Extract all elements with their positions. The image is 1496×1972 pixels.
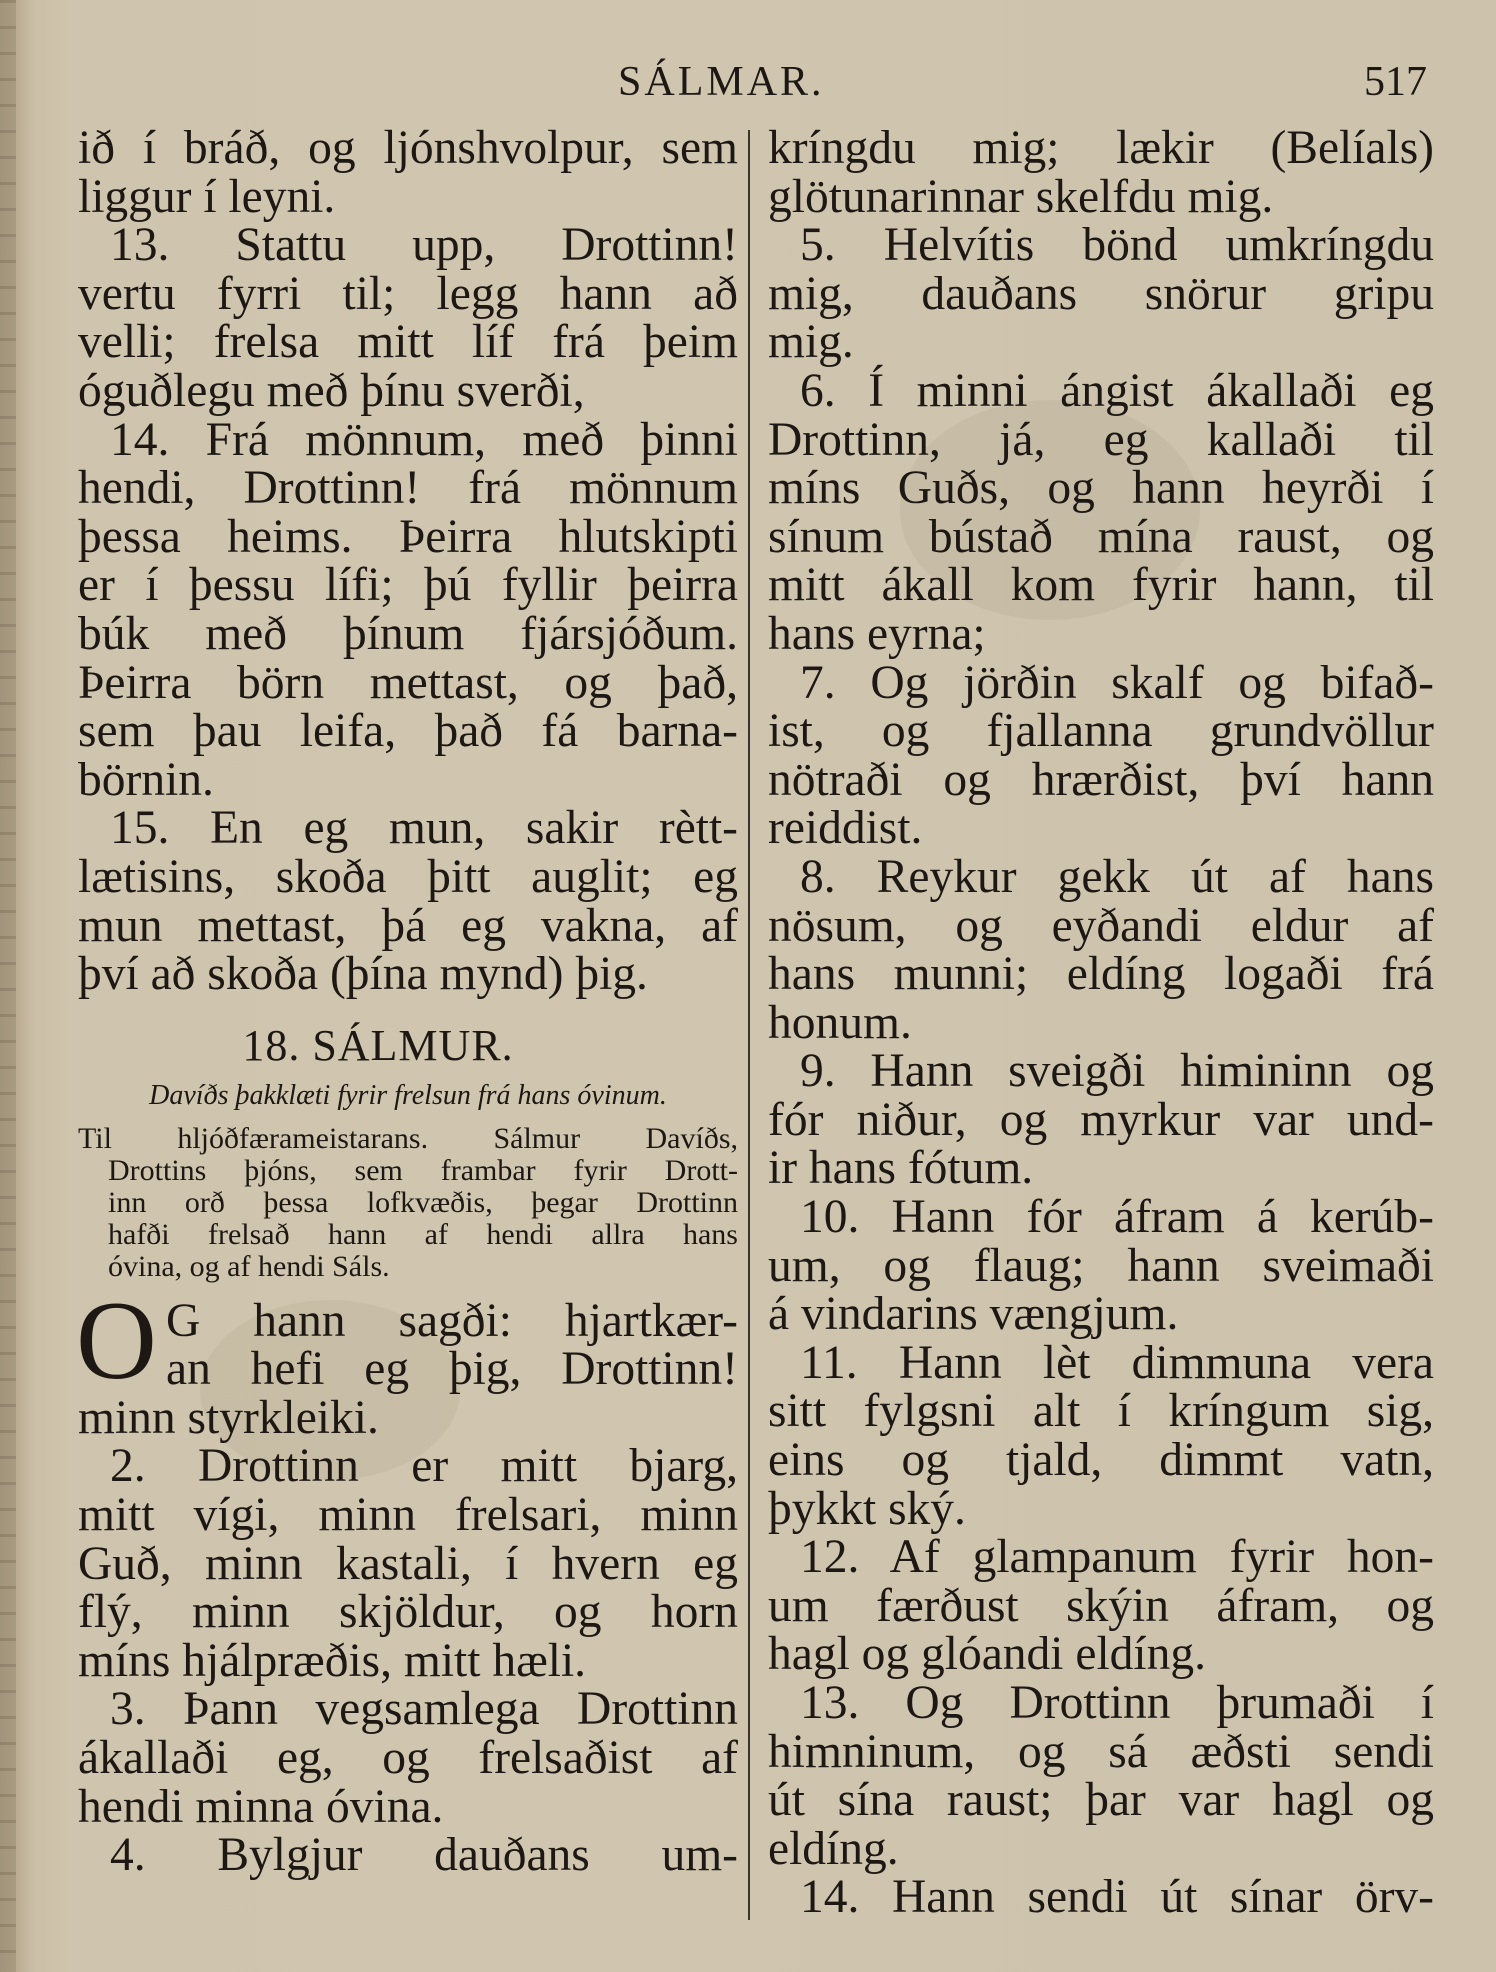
text-line: reiddist.: [768, 802, 923, 855]
text-line: þykkt ský.: [768, 1482, 966, 1535]
text-line: nötraði og hrærðist, því hann: [768, 753, 1434, 806]
text-line: ir hans fótum.: [768, 1142, 1034, 1195]
superscription-line: Drottins þjóns, sem frambar fyrir Drott-: [108, 1153, 738, 1187]
text-line: Þeirra börn mettast, og það,: [78, 656, 738, 709]
verse-line: 15. En eg mun, sakir rètt-: [110, 802, 738, 855]
verse-line: 13. Og Drottinn þrumaði í: [800, 1677, 1434, 1729]
text-line: eldíng.: [768, 1822, 899, 1875]
text-line: út sína raust; þar var hagl og: [768, 1774, 1434, 1827]
verse-line: 4. Bylgjur dauðans um-: [110, 1829, 738, 1882]
left-column: [78, 124, 738, 1880]
text-line: eins og tjald, dimmt vatn,: [768, 1434, 1434, 1487]
text-line: mun mettast, þá eg vakna, af: [78, 899, 738, 952]
text-line: hagl og glóandi eldíng.: [768, 1628, 1206, 1681]
text-line: er í þessu lífi; þú fyllir þeirra: [78, 559, 738, 612]
text-line: mig, dauðans snörur gripu: [768, 267, 1434, 320]
text-line: vertu fyrri til; legg hann að: [78, 267, 738, 320]
superscription-line: inn orð þessa lofkvæðis, þegar Drottinn: [108, 1185, 738, 1219]
superscription-line: Til hljóðfærameistarans. Sálmur Davíðs,: [78, 1121, 738, 1155]
text-line: hans eyrna;: [768, 607, 986, 660]
text-line: óguðlegu með þínu sverði,: [78, 364, 585, 417]
text-line: ist, og fjallanna grundvöllur: [768, 705, 1434, 758]
column-divider: [748, 130, 750, 1920]
page-number: 517: [1364, 59, 1427, 105]
text-line: glötunarinnar skelfdu mig.: [768, 170, 1274, 223]
text-line: hendi, Drottinn! frá mönnum: [78, 462, 738, 515]
text-line: míns Guðs, og hann heyrði í: [768, 462, 1434, 515]
text-line: á vindarins vængjum.: [768, 1288, 1179, 1341]
verse-line: 9. Hann sveigði himininn og: [800, 1045, 1434, 1098]
verse-line: 5. Helvítis bönd umkríngdu: [800, 219, 1434, 272]
right-column: [768, 124, 1434, 1922]
verse-line: 14. Hann sendi út sínar örv-: [800, 1871, 1434, 1924]
text-line: mitt ákall kom fyrir hann, til: [768, 559, 1434, 612]
text-line: flý, minn skjöldur, og horn: [78, 1586, 738, 1639]
text-line: um færðust skýin áfram, og: [768, 1579, 1434, 1632]
text-line: minn styrkleiki.: [78, 1391, 379, 1444]
text-line: kríngdu mig; lækir (Belíals): [768, 122, 1434, 174]
verse-line: 10. Hann fór áfram á kerúb-: [800, 1191, 1434, 1244]
text-line: lætisins, skoða þitt auglit; eg: [78, 850, 738, 903]
text-line: mitt vígi, minn frelsari, minn: [78, 1489, 738, 1542]
text-line: míns hjálpræðis, mitt hæli.: [78, 1634, 587, 1687]
verse-line: 13. Stattu upp, Drottinn!: [110, 219, 738, 272]
text-line: liggur í leyni.: [78, 170, 336, 223]
drop-cap: O: [76, 1278, 157, 1403]
verse-line: 12. Af glampanum fyrir hon-: [800, 1531, 1434, 1584]
opening-verse: [76, 1278, 738, 1403]
text-line: búk með þínum fjársjóðum.: [78, 607, 738, 660]
verse-line: 6. Í minni ángist ákallaði eg: [800, 364, 1434, 417]
text-line: velli; frelsa mitt líf frá þeim: [78, 316, 738, 369]
verse-line: 8. Reykur gekk út af hans: [800, 850, 1434, 903]
text-line: ið í bráð, og ljónshvolpur, sem: [78, 122, 738, 174]
text-line: mig.: [768, 316, 854, 369]
text-line: himninum, og sá æðsti sendi: [768, 1725, 1434, 1778]
text-line: nösum, og eyðandi eldur af: [768, 899, 1434, 952]
verse-line: 3. Þann vegsamlega Drottinn: [110, 1683, 738, 1736]
text-line: ákallaði eg, og frelsaðist af: [78, 1732, 738, 1785]
text-line: börnin.: [78, 753, 214, 806]
text-line: þessa heims. Þeirra hlutskipti: [78, 510, 738, 563]
text-line: G hann sagði: hjartkær-: [166, 1294, 738, 1347]
superscription-line: óvina, og af hendi Sáls.: [108, 1249, 390, 1283]
page-header: [0, 58, 1496, 108]
text-line: Drottinn, já, eg kallaði til: [768, 413, 1434, 466]
psalm-superscription: [78, 1123, 738, 1283]
text-line: fór niður, og myrkur var und-: [768, 1093, 1434, 1146]
verse-line: 11. Hann lèt dimmuna vera: [800, 1336, 1434, 1389]
text-line: honum.: [768, 996, 912, 1049]
text-line: því að skoða (þína mynd) þig.: [78, 948, 648, 1001]
verse-line: 14. Frá mönnum, með þinni: [110, 413, 738, 466]
verse-line: 2. Drottinn er mitt bjarg,: [110, 1440, 738, 1493]
verse-line: 7. Og jörðin skalf og bifað-: [800, 656, 1434, 709]
text-line: an hefi eg þig, Drottinn!: [166, 1343, 738, 1396]
book-spine-edge: [0, 0, 16, 1972]
psalm-subtitle: Davíðs þakklæti fyrir frelsun frá hans óvinum.: [149, 1079, 667, 1111]
text-line: hendi minna óvina.: [78, 1780, 444, 1833]
text-line: Guð, minn kastali, í hvern eg: [78, 1537, 738, 1590]
superscription-line: hafði frelsað hann af hendi allra hans: [108, 1217, 738, 1251]
text-line: sínum bústað mína raust, og: [768, 510, 1434, 563]
text-line: hans munni; eldíng logaði frá: [768, 948, 1434, 1001]
text-line: um, og flaug; hann sveimaði: [768, 1239, 1434, 1292]
text-line: sitt fylgsni alt í kríngum sig,: [768, 1385, 1434, 1438]
running-title: SÁLMAR.: [618, 59, 825, 105]
text-line: sem þau leifa, það fá barna-: [78, 705, 738, 758]
psalm-heading: 18. SÁLMUR.: [242, 1020, 514, 1070]
